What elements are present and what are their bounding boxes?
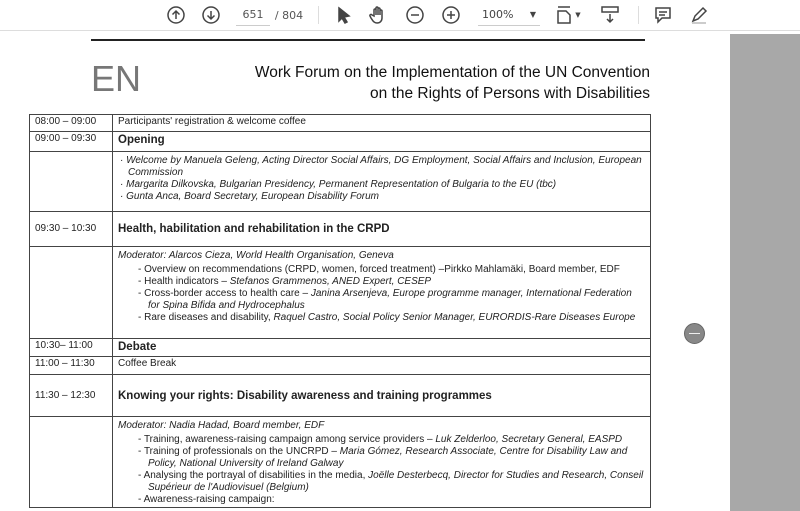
title-line: Work Forum on the Implementation of the UN Convention — [254, 64, 650, 81]
speakers-cell — [113, 417, 651, 508]
time-cell — [30, 152, 113, 212]
scroll-mode-icon — [600, 5, 620, 25]
chevron-down-icon: ▼ — [529, 10, 536, 19]
topic: Cross-border access to health care – — [144, 288, 311, 299]
session-title: Knowing your rights: Disability awareness and training programmes — [113, 375, 651, 417]
table-row — [30, 339, 651, 357]
list-item — [138, 264, 645, 276]
speaker: Stefanos Grammenos, ANED Expert, CESEP — [229, 276, 432, 287]
topic: Training of professionals on the UNCRPD – — [143, 446, 340, 457]
arrow-up-circle-icon — [166, 5, 186, 25]
arrow-down-circle-icon — [201, 5, 221, 25]
table-row — [30, 247, 651, 339]
zoom-level-dropdown[interactable] — [478, 4, 540, 26]
list-item — [138, 494, 645, 506]
zoom-in-button[interactable] — [440, 4, 462, 26]
toolbar — [0, 0, 800, 31]
select-arrow-icon — [336, 6, 352, 24]
viewer-background — [730, 34, 800, 511]
hand-tool-button[interactable] — [367, 4, 389, 26]
topic: Rare diseases and disability, — [144, 312, 274, 323]
speaker: Joëlle Desterbecq, Director for Studies and Research, Conseil Supérieur de l'Audiovisuel (Belgium) — [148, 470, 644, 493]
list-item — [138, 470, 645, 494]
list-item: · Welcome by Manuela Geleng, Acting Director Social Affairs, DG Employment, Social Affairs and Inclusion, European Commission — [118, 155, 645, 179]
divider — [638, 6, 639, 24]
fit-page-button[interactable] — [553, 4, 583, 26]
zoom-in-icon — [441, 5, 461, 25]
topic: Awareness-raising campaign: — [143, 494, 275, 505]
table-row — [30, 152, 651, 212]
session-cell: Participants' registration & welcome coffee — [113, 115, 651, 132]
zoom-out-icon — [405, 5, 425, 25]
list-item — [138, 288, 645, 312]
list-item — [138, 446, 645, 470]
document-title — [255, 62, 650, 104]
moderator: Moderator: Nadia Hadad, Board member, EDF — [118, 420, 325, 431]
time-cell: 08:00 – 09:00 — [30, 115, 113, 132]
comment-icon — [653, 5, 673, 25]
session-cell: Coffee Break — [113, 357, 651, 375]
fit-page-icon — [555, 5, 575, 25]
speaker: Janina Arsenjeva, Europe programme manager, International Federation for Spina Bifida and Hydrocephalus — [148, 288, 632, 311]
language-label: EN — [91, 58, 142, 99]
hand-icon — [368, 5, 388, 25]
session-title: Opening — [113, 132, 651, 152]
list-item: · Margarita Dilkovska, Bulgarian Presidency, Permanent Representation of Bulgaria to the EU (tbc) — [118, 179, 645, 191]
moderator: Moderator: Alarcos Cieza, World Health Organisation, Geneva — [118, 250, 394, 261]
time-cell: 09:00 – 09:30 — [30, 132, 113, 152]
table-row — [30, 132, 651, 152]
topic: Training, awareness-raising campaign among service providers – — [143, 434, 436, 445]
speakers-cell — [113, 247, 651, 339]
table-row — [30, 115, 651, 132]
header-rule — [91, 39, 645, 41]
time-cell — [30, 417, 113, 508]
page-total: / 804 — [274, 8, 304, 22]
highlight-pen-icon — [689, 5, 709, 25]
select-tool-button[interactable] — [333, 4, 355, 26]
scroll-mode-button[interactable] — [598, 4, 622, 26]
speakers-cell — [113, 152, 651, 212]
time-cell: 11:30 – 12:30 — [30, 375, 113, 417]
zoom-out-button[interactable] — [404, 4, 426, 26]
highlight-button[interactable] — [688, 4, 710, 26]
list-item — [138, 276, 645, 288]
table-row — [30, 357, 651, 375]
table-row — [30, 417, 651, 508]
session-title: Health, habilitation and rehabilitation in the CRPD — [113, 212, 651, 247]
time-cell — [30, 247, 113, 339]
topic: Overview on recommendations (CRPD, women, forced treatment) –Pirkko Mahlamäki, Board member, EDF — [144, 264, 620, 275]
time-cell: 09:30 – 10:30 — [30, 212, 113, 247]
time-cell: 11:00 – 11:30 — [30, 357, 113, 375]
next-page-button[interactable] — [200, 4, 222, 26]
chevron-down-icon: ▼ — [575, 11, 581, 19]
topic: Health indicators – — [144, 276, 230, 287]
previous-page-button[interactable] — [165, 4, 187, 26]
topic: Analysing the portrayal of disabilities in the media, — [143, 470, 369, 481]
zoom-level: 100% — [482, 8, 514, 21]
session-title: Debate — [113, 339, 651, 357]
comment-button[interactable] — [652, 4, 674, 26]
table-row — [30, 375, 651, 417]
list-item: · Gunta Anca, Board Secretary, European Disability Forum — [118, 191, 645, 203]
scroll-handle[interactable] — [684, 323, 705, 344]
page-number-input[interactable]: 651 — [236, 4, 270, 26]
title-line: on the Rights of Persons with Disabilities — [370, 85, 650, 102]
list-item — [138, 434, 645, 446]
speaker: Maria Gómez, Research Associate, Centre for Disability Law and Policy, National University of Ireland Galway — [148, 446, 628, 469]
agenda-table — [29, 114, 651, 508]
speaker: Raquel Castro, Social Policy Senior Manager, EURORDIS-Rare Diseases Europe — [273, 312, 636, 323]
list-item — [138, 312, 645, 324]
time-cell: 10:30– 11:00 — [30, 339, 113, 357]
table-row — [30, 212, 651, 247]
speaker: Luk Zelderloo, Secretary General, EASPD — [435, 434, 623, 445]
divider — [318, 6, 319, 24]
